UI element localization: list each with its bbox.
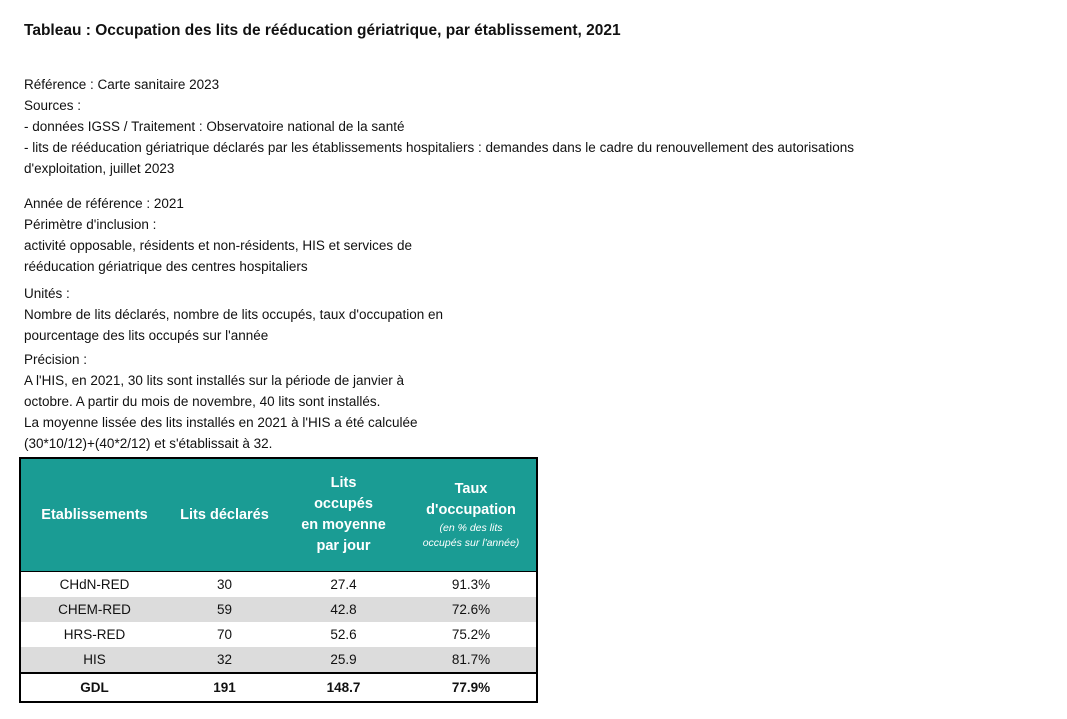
header-lits-declares: Lits déclarés [168,458,281,572]
reference-section [24,74,854,179]
reference-line: Référence : Carte sanitaire 2023 [24,77,220,92]
unites-line: pourcentage des lits occupés sur l'année [24,328,269,343]
source-line: - données IGSS / Traitement : Observatoire national de la santé [24,119,405,134]
cell-taux: 77.9% [406,673,537,702]
unites-label: Unités : [24,286,70,301]
header-lits-occupes: Lits occupés en moyenne par jour [281,458,406,572]
table-row [20,597,537,622]
unites-section [24,283,443,346]
cell-lits-declares: 70 [216,627,233,642]
precision-section [24,349,418,454]
precision-line: octobre. A partir du mois de novembre, 40 lits sont installés. [24,394,381,409]
cell-etablissement: CHEM-RED [20,597,168,622]
cell-etablissement: GDL [20,673,168,702]
cell-lits-occupes: 25.9 [281,647,406,673]
annee-section [24,193,412,277]
cell-taux: 75.2% [451,627,491,642]
cell-taux: 72.6% [406,597,537,622]
sources-label: Sources : [24,98,82,113]
header-etablissements: Etablissements [20,458,168,572]
occupation-table [19,457,538,703]
cell-etablissement: HRS-RED [63,627,126,642]
cell-lits-occupes: 27.4 [330,577,357,592]
perimetre-label: Périmètre d'inclusion : [24,217,157,232]
table-row [20,622,537,647]
table-row [20,647,537,673]
unites-line: Nombre de lits déclarés, nombre de lits occupés, taux d'occupation en [24,307,444,322]
table-row [20,572,537,598]
cell-lits-occupes: 52.6 [330,627,357,642]
cell-taux: 81.7% [406,647,537,673]
cell-lits-occupes: 42.8 [281,597,406,622]
source-line: d'exploitation, juillet 2023 [24,161,175,176]
cell-lits-declares: 30 [216,577,233,592]
precision-line: La moyenne lissée des lits installés en 2021 à l'HIS a été calculée [24,415,418,430]
cell-taux: 91.3% [451,577,491,592]
precision-line: (30*10/12)+(40*2/12) et s'établissait à 32. [24,436,273,451]
cell-etablissement: HIS [20,647,168,673]
cell-lits-declares: 59 [168,597,281,622]
cell-lits-declares: 32 [168,647,281,673]
annee-line: Année de référence : 2021 [24,196,184,211]
perimetre-line: activité opposable, résidents et non-résidents, HIS et services de [24,238,412,253]
table-header-row [20,458,537,572]
header-taux-occupation: Taux d'occupation (en % des lits occupés sur l'année) [406,458,537,572]
cell-lits-declares: 191 [168,673,281,702]
cell-lits-occupes: 148.7 [281,673,406,702]
page-title: Tableau : Occupation des lits de rééducation gériatrique, par établissement, 2021 [24,22,621,39]
perimetre-line: rééducation gériatrique des centres hospitaliers [24,259,308,274]
precision-label: Précision : [24,352,88,367]
precision-line: A l'HIS, en 2021, 30 lits sont installés sur la période de janvier à [24,373,405,388]
cell-etablissement: CHdN-RED [59,577,130,592]
table-total-row [20,673,537,702]
source-line: - lits de rééducation gériatrique déclarés par les établissements hospitaliers : demandes dans le cadre du renouvellement des autorisations [24,140,854,155]
